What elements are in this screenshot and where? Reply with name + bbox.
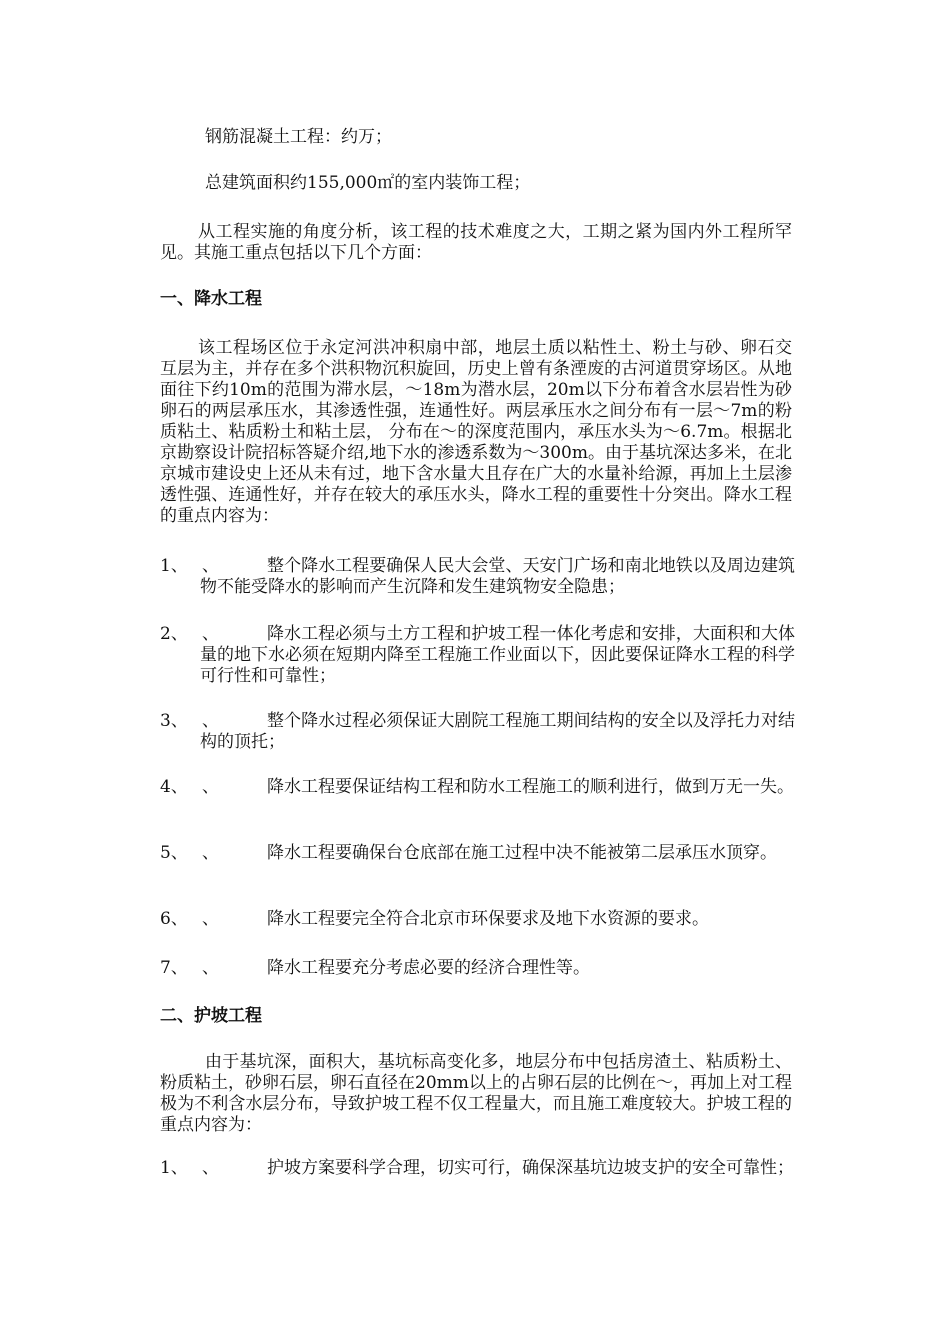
item-number: 1、 [160,556,188,576]
item-number: 3、 [160,711,188,731]
item-number: 1、 [160,1158,188,1178]
item-number: 7、 [160,958,188,978]
dewatering-item-1 [160,556,795,598]
item-number: 2、 [160,624,188,644]
item-separator: 、 [202,711,219,731]
dewatering-item-3 [160,711,795,753]
item-text: 整个降水过程必须保证大剧院工程施工期间结构的安全以及浮托力对结构的顶托； [200,711,795,752]
item-number: 6、 [160,909,188,929]
dewatering-item-6 [160,909,795,930]
item-separator: 、 [202,909,219,929]
item-separator: 、 [202,777,219,797]
item-text: 降水工程要完全符合北京市环保要求及地下水资源的要求。 [267,909,709,929]
dewatering-item-7 [160,958,795,979]
slope-protection-item-1 [160,1158,795,1179]
item-text: 降水工程必须与土方工程和护坡工程一体化考虑和安排，大面积和大体量的地下水必须在短期内降至工程施工作业面以下，因此要保证降水工程的科学可行性和可靠性； [200,624,795,686]
dewatering-item-5 [160,843,795,864]
item-text: 护坡方案要科学合理，切实可行，确保深基坑边坡支护的安全可靠性； [267,1158,794,1178]
item-separator: 、 [202,556,219,576]
intro-paragraph: 从工程实施的角度分析，该工程的技术难度之大，工期之紧为国内外工程所罕见。其施工重点包括以下几个方面： [160,222,792,263]
item-text: 降水工程要确保台仓底部在施工过程中决不能被第二层承压水顶穿。 [267,843,777,863]
item-text: 降水工程要充分考虑必要的经济合理性等。 [267,958,590,978]
item-separator: 、 [202,1158,219,1178]
section-heading-dewatering: 一、降水工程 [160,289,262,309]
item-separator: 、 [202,624,219,644]
dewatering-item-4 [160,777,795,798]
section-heading-slope-protection: 二、护坡工程 [160,1006,262,1026]
slope-protection-paragraph: 由于基坑深，面积大，基坑标高变化多，地层分布中包括房渣土、粘质粉土、粉质粘土，砂卵石层，卵石直径在20mm以上的占卵石层的比例在～，再加上对工程极为不利含水层分布，导致护坡工程不仅工程量大，而且施工难度较大。护坡工程的重点内容为： [160,1052,792,1135]
dewatering-item-2 [160,624,795,687]
item-number: 4、 [160,777,188,797]
intro-line-2: 总建筑面积约155,000㎡的室内装饰工程； [205,173,531,193]
intro-line-1: 钢筋混凝土工程：约万； [205,127,392,147]
item-separator: 、 [202,958,219,978]
item-number: 5、 [160,843,188,863]
item-text: 整个降水工程要确保人民大会堂、天安门广场和南北地铁以及周边建筑物不能受降水的影响而产生沉降和发生建筑物安全隐患； [200,556,795,597]
dewatering-paragraph: 该工程场区位于永定河洪冲积扇中部，地层土质以粘性土、粉土与砂、卵石交互层为主，并存在多个洪积物沉积旋回，历史上曾有条湮废的古河道贯穿场区。从地面往下约10m的范围为滞水层，～18m为潜水层，20m以下分布着含水层岩性为砂卵石的两层承压水，其渗透性强，连通性好。两层承压水之间分布有一层～7m的粉质粘土、粘质粉土和粘土层， 分布在～的深度范围内，承压水头为～6.7m。根据北京勘察设计院招标答疑介绍,地下水的渗透系数为～300m。由于基坑深达多米，在北京城市建设史上还从未有过，地下含水量大且存在广大的水量补给源，再加上土层渗透性强、连通性好，并存在较大的承压水头，降水工程的重要性十分突出。降水工程的重点内容为： [160,338,792,526]
item-text: 降水工程要保证结构工程和防水工程施工的顺利进行，做到万无一失。 [267,777,794,797]
item-separator: 、 [202,843,219,863]
